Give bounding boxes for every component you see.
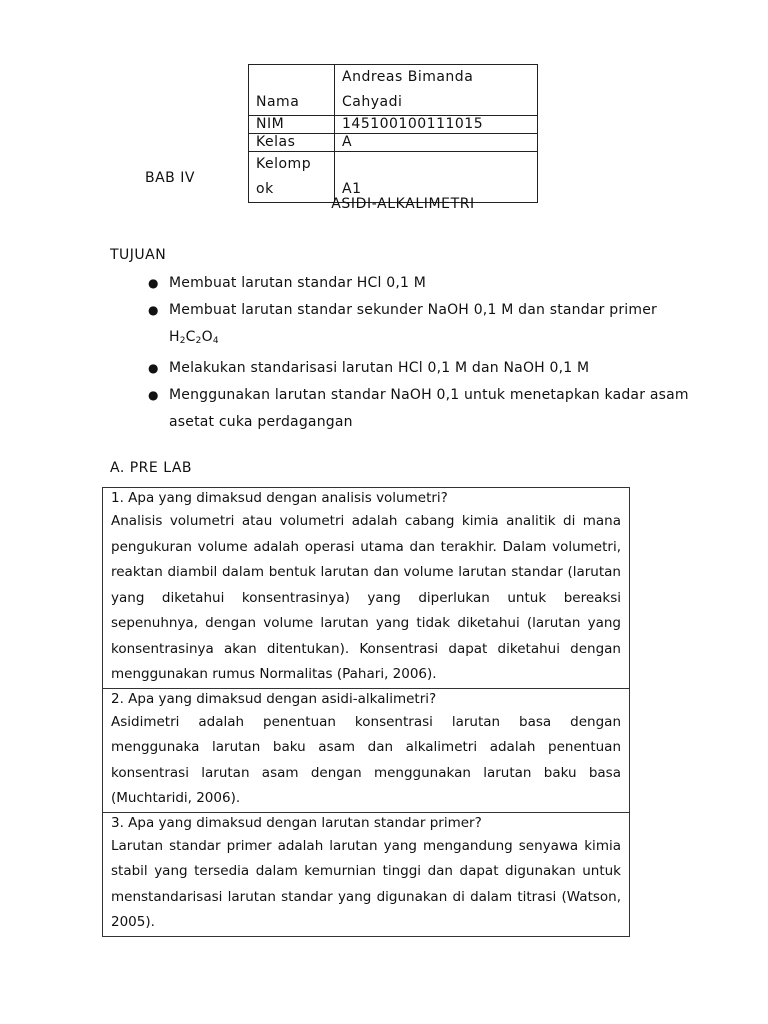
identity-label-line: ok	[256, 181, 274, 197]
section-heading-prelab: A. PRE LAB	[110, 460, 192, 476]
list-item-text: Membuat larutan standar sekunder NaOH 0,1 M dan standar primer	[169, 302, 657, 318]
identity-row-kelompok	[249, 152, 538, 203]
chapter-label: BAB IV	[145, 170, 195, 186]
list-item-text: Melakukan standarisasi larutan HCl 0,1 M dan NaOH 0,1 M	[169, 360, 590, 376]
section-heading-tujuan: TUJUAN	[110, 247, 167, 263]
bullet-icon: ●	[148, 303, 159, 317]
identity-value: A	[335, 134, 538, 152]
bullet-icon: ●	[148, 388, 159, 402]
formula-subscript: 4	[212, 336, 219, 346]
qa-cell	[103, 813, 629, 936]
question-text: 1. Apa yang dimaksud dengan analisis volumetri?	[111, 490, 448, 506]
formula-part: O	[201, 329, 213, 345]
formula-part: H	[169, 329, 180, 345]
answer-text: Asidimetri adalah penentuan konsentrasi larutan basa dengan menggunaka larutan baku asam dan alkalimetri adalah penentuan konsentrasi larutan asam dengan menggunakan larutan baku basa (Muchtaridi, 2006).	[111, 713, 621, 806]
prelab-qa-table	[102, 487, 630, 937]
list-item	[148, 382, 708, 436]
identity-label: NIM	[249, 116, 335, 134]
list-item	[148, 270, 708, 297]
identity-value-line: Andreas Bimanda	[342, 69, 474, 85]
identity-label: Nama	[249, 65, 335, 116]
identity-row-nama	[249, 65, 538, 116]
question-text: 3. Apa yang dimaksud dengan larutan standar primer?	[111, 814, 482, 831]
qa-cell	[103, 689, 629, 813]
answer-text: Larutan standar primer adalah larutan yang mengandung senyawa kimia stabil yang tersedia dalam kemurnian tinggi dan dapat digunakan untuk menstandarisasi larutan standar yang digunakan di dalam titrasi (Watson, 2005).	[111, 837, 621, 930]
identity-row-nim	[249, 116, 538, 134]
formula-subscript: 2	[179, 336, 186, 346]
chemical-formula	[169, 329, 219, 345]
formula-part: C	[185, 329, 196, 345]
list-item	[148, 297, 708, 355]
identity-label: Kelas	[249, 134, 335, 152]
answer-text: Analisis volumetri atau volumetri adalah cabang kimia analitik di mana pengukuran volume adalah operasi utama dan terakhir. Dalam volumetri, reaktan diambil dalam bentuk larutan dan volume larutan standar (larutan yang diketahui konsentrasinya) yang diperlukan untuk bereaksi sepenuhnya, dengan volume larutan yang tidak diketahui (larutan yang konsentrasinya akan ditentukan). Konsentrasi dapat diketahui dengan menggunakan rumus Normalitas (Pahari, 2006).	[111, 513, 621, 682]
formula-subscript: 2	[195, 336, 202, 346]
qa-cell	[103, 488, 629, 689]
identity-value	[335, 65, 538, 116]
list-item-text: Menggunakan larutan standar NaOH 0,1 untuk menetapkan kadar asam asetat cuka perdagangan	[169, 387, 689, 430]
identity-label-line: Kelomp	[256, 156, 312, 172]
identity-value-line: Cahyadi	[342, 94, 403, 110]
identity-row-kelas	[249, 134, 538, 152]
page-title: ASIDI-ALKALIMETRI	[331, 196, 475, 212]
identity-value: A1	[335, 152, 538, 203]
bullet-icon: ●	[148, 361, 159, 375]
identity-table	[248, 64, 538, 203]
question-text: 2. Apa yang dimaksud dengan asidi-alkalimetri?	[111, 690, 437, 707]
objectives-list	[148, 270, 708, 436]
bullet-icon: ●	[148, 276, 159, 290]
identity-value: 145100100111015	[335, 116, 538, 134]
list-item-text: Membuat larutan standar HCl 0,1 M	[169, 275, 427, 291]
list-item	[148, 355, 708, 382]
identity-label	[249, 152, 335, 203]
